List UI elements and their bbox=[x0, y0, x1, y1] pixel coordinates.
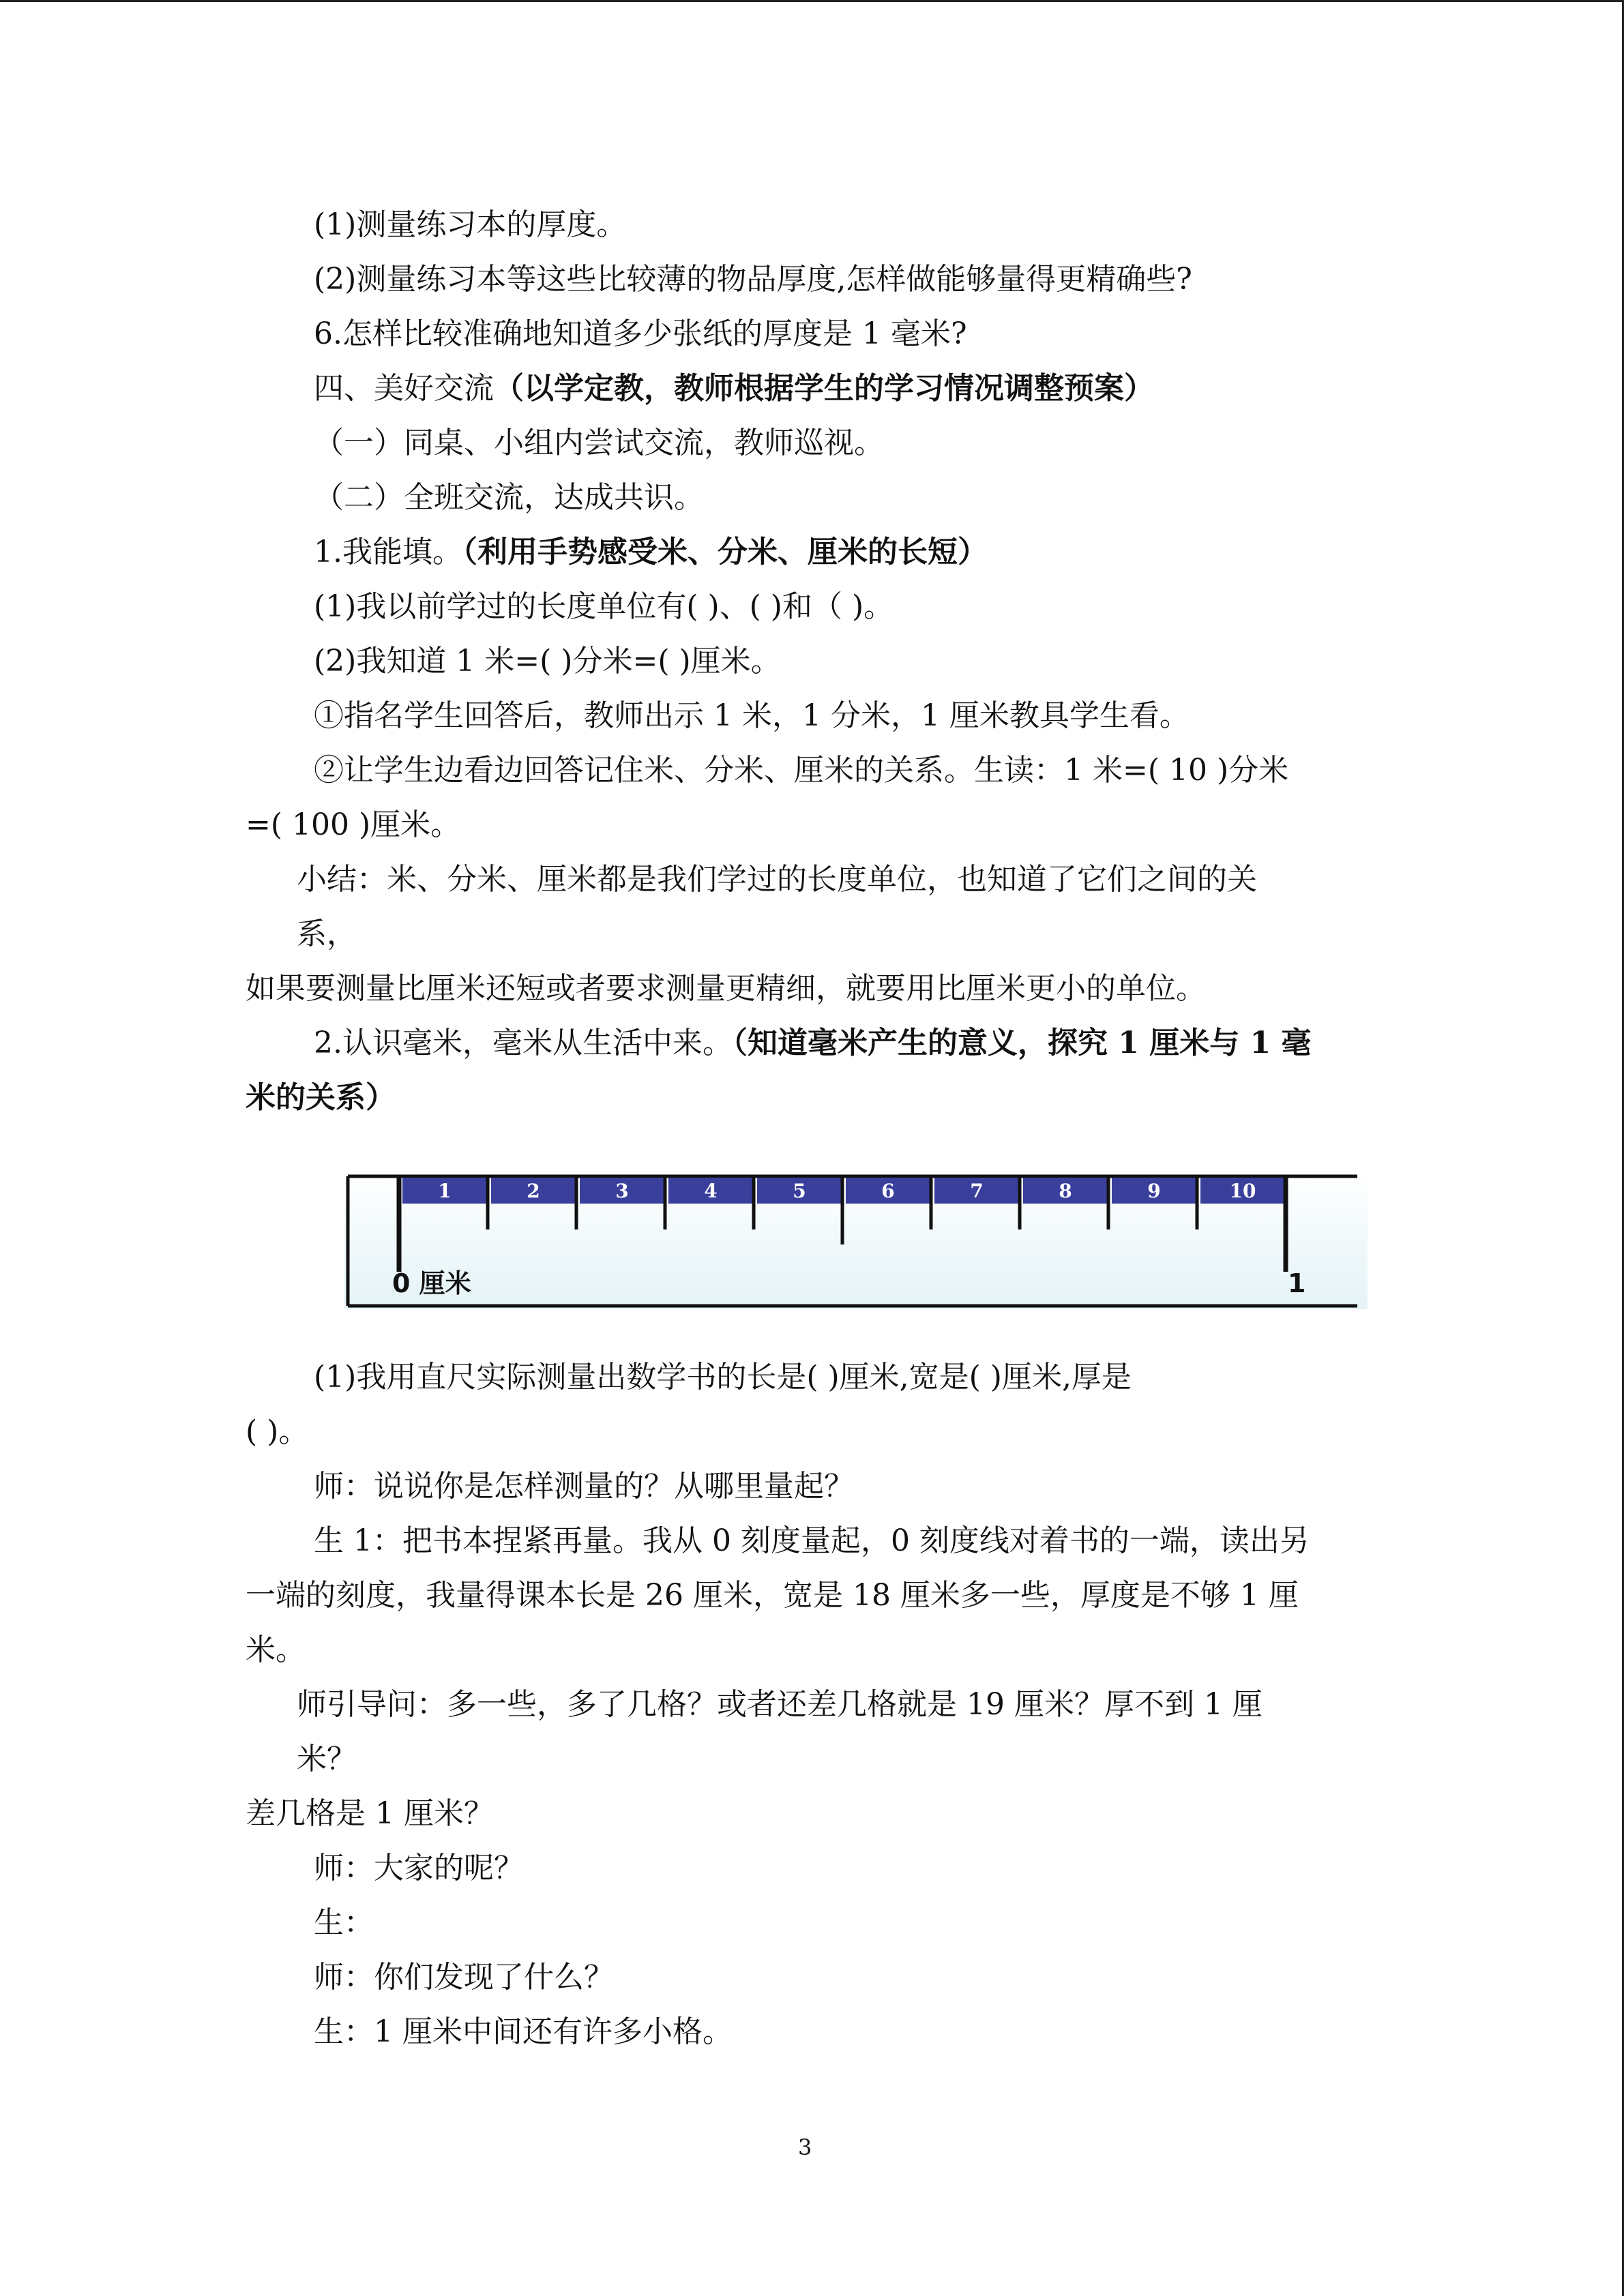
paragraph: 生： bbox=[314, 1905, 374, 1940]
paragraph: (1)我用直尺实际测量出数学书的长是( )厘米,宽是( )厘米,厚是 bbox=[314, 1360, 1132, 1395]
paragraph: 师：说说你是怎样测量的？从哪里量起？ bbox=[314, 1469, 854, 1504]
paragraph: ( )。 bbox=[246, 1414, 309, 1449]
paragraph: ①指名学生回答后，教师出示 1 米，1 分米，1 厘米教具学生看。 bbox=[314, 698, 1190, 733]
paragraph: 6.怎样比较准确地知道多少张纸的厚度是 1 毫米? bbox=[314, 316, 967, 351]
ruler-number-2: 2 bbox=[527, 1180, 540, 1202]
paragraph: 师：大家的呢？ bbox=[314, 1851, 524, 1885]
paragraph: 系， bbox=[297, 916, 357, 951]
paragraph: 师：你们发现了什么？ bbox=[314, 1960, 614, 1995]
page-number: 3 bbox=[798, 2134, 812, 2160]
paragraph: (1)测量练习本的厚度。 bbox=[314, 207, 627, 242]
ruler-number-7: 7 bbox=[970, 1180, 984, 1202]
page-border-top bbox=[0, 0, 1624, 2]
ruler-number-5: 5 bbox=[793, 1180, 806, 1202]
ruler-number-8: 8 bbox=[1059, 1180, 1072, 1202]
paragraph: 米。 bbox=[246, 1632, 306, 1667]
ruler-number-3: 3 bbox=[615, 1180, 629, 1202]
paragraph: 生：1 厘米中间还有许多小格。 bbox=[314, 2014, 733, 2049]
paragraph: (2)我知道 1 米=( )分米=( )厘米。 bbox=[314, 644, 781, 679]
paragraph: （一）同桌、小组内尝试交流，教师巡视。 bbox=[314, 426, 884, 460]
paragraph: 如果要测量比厘米还短或者要求测量更精细，就要用比厘米更小的单位。 bbox=[246, 971, 1206, 1006]
ruler-number-4: 4 bbox=[704, 1180, 718, 1202]
ruler-end-label: 1 bbox=[1288, 1268, 1306, 1298]
paragraph: （二）全班交流，达成共识。 bbox=[314, 480, 704, 515]
ruler-number-10: 10 bbox=[1229, 1180, 1256, 1202]
ruler-number-9: 9 bbox=[1147, 1180, 1161, 1202]
paragraph: 生 1：把书本捏紧再量。我从 0 刻度量起，0 刻度线对着书的一端，读出另 bbox=[314, 1523, 1310, 1558]
ruler-zero-label: 0 厘米 bbox=[392, 1268, 471, 1298]
paragraph: ②让学生边看边回答记住米、分米、厘米的关系。生读：1 米=( 10 )分米 bbox=[314, 753, 1289, 788]
paragraph: =( 100 )厘米。 bbox=[246, 807, 461, 842]
paragraph: (1)我以前学过的长度单位有( )、( )和（ )。 bbox=[314, 589, 894, 624]
paragraph: 1.我能填。（利用手势感受米、分米、厘米的长短） bbox=[314, 535, 988, 569]
paragraph: 师引导问：多一些，多了几格？或者还差几格就是 19 厘米？厚不到 1 厘 bbox=[297, 1687, 1263, 1722]
paragraph: 差几格是 1 厘米？ bbox=[246, 1796, 494, 1831]
section-heading: 四、美好交流（以学定教，教师根据学生的学习情况调整预案） bbox=[314, 371, 1154, 406]
ruler-figure bbox=[344, 1169, 1368, 1309]
paragraph: 2.认识毫米，毫米从生活中来。（知道毫米产生的意义，探究 1 厘米与 1 毫 bbox=[314, 1026, 1312, 1060]
ruler-number-6: 6 bbox=[881, 1180, 895, 1202]
paragraph: 一端的刻度，我量得课本长是 26 厘米，宽是 18 厘米多一些，厚度是不够 1 厘 bbox=[246, 1578, 1299, 1613]
paragraph: 米？ bbox=[297, 1742, 357, 1776]
paragraph: (2)测量练习本等这些比较薄的物品厚度,怎样做能够量得更精确些? bbox=[314, 262, 1192, 297]
ruler-number-1: 1 bbox=[438, 1180, 452, 1202]
paragraph: 小结：米、分米、厘米都是我们学过的长度单位，也知道了它们之间的关 bbox=[297, 862, 1257, 897]
paragraph: 米的关系） bbox=[246, 1080, 396, 1115]
